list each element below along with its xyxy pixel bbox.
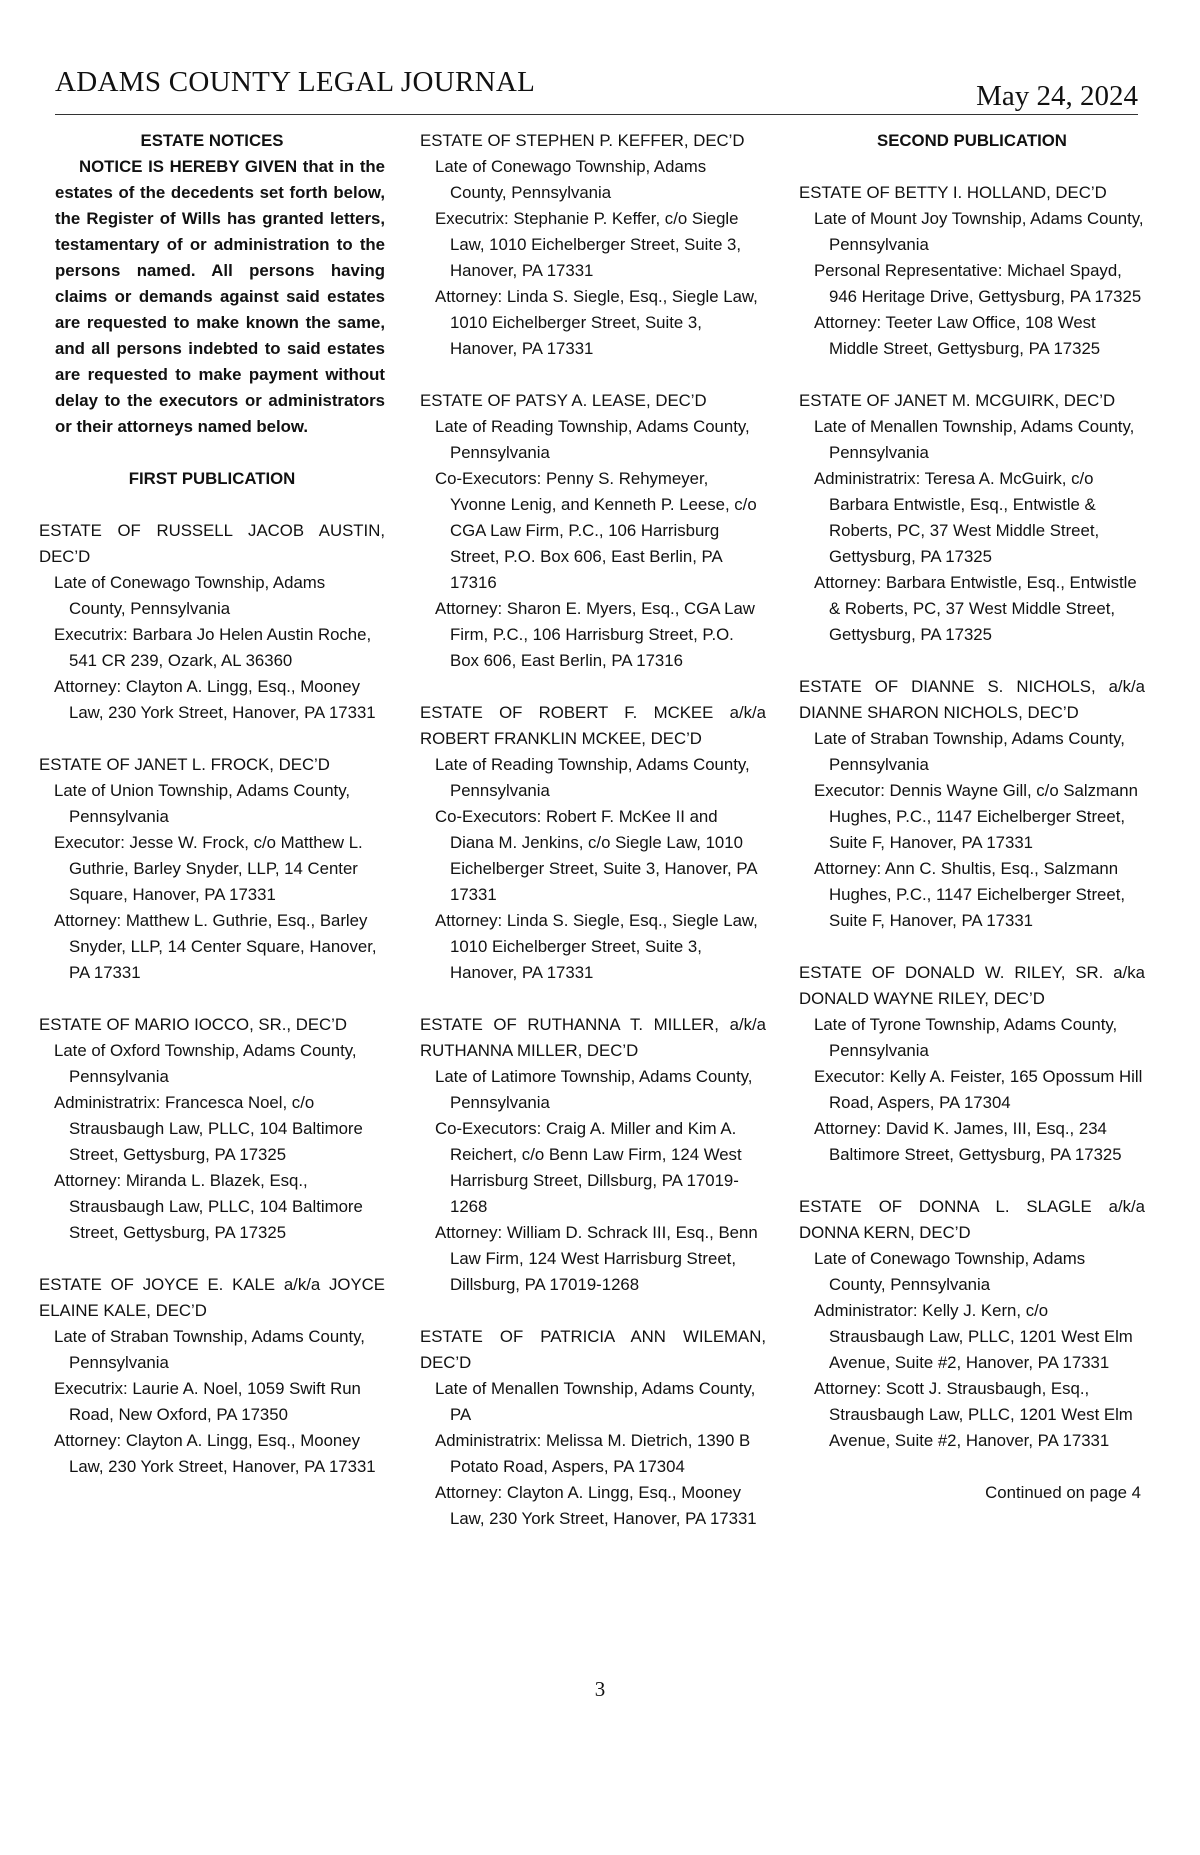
estate-attorney: Attorney: Clayton A. Lingg, Esq., Mooney Law, 230 York Street, Hanover, PA 17331 bbox=[54, 1431, 376, 1476]
column-1 bbox=[39, 128, 385, 1506]
estate-title: ESTATE OF MARIO IOCCO, SR., DEC’D bbox=[39, 1015, 347, 1034]
estate-title: ESTATE OF JOYCE E. KALE a/k/a JOYCE ELAINE KALE, DEC’D bbox=[39, 1275, 385, 1320]
estate-title: ESTATE OF RUSSELL JACOB AUSTIN, DEC’D bbox=[39, 521, 385, 566]
estate-residence: Late of Reading Township, Adams County, Pennsylvania bbox=[435, 755, 750, 800]
journal-title: ADAMS COUNTY LEGAL JOURNAL bbox=[55, 66, 536, 98]
estate-representative: Executor: Jesse W. Frock, c/o Matthew L. Guthrie, Barley Snyder, LLP, 14 Center Square, Hanover, PA 17331 bbox=[54, 833, 363, 904]
estate-title: ESTATE OF JANET L. FROCK, DEC’D bbox=[39, 755, 330, 774]
column-2 bbox=[420, 128, 766, 1558]
estate-representative: Executrix: Barbara Jo Helen Austin Roche, 541 CR 239, Ozark, AL 36360 bbox=[54, 625, 372, 670]
page-number: 3 bbox=[594, 1677, 606, 1701]
estate-representative: Administratrix: Melissa M. Dietrich, 1390 B Potato Road, Aspers, PA 17304 bbox=[435, 1431, 751, 1476]
estate-residence: Late of Conewago Township, Adams County, Pennsylvania bbox=[814, 1249, 1086, 1294]
estate-attorney: Attorney: Scott J. Strausbaugh, Esq., Strausbaugh Law, PLLC, 1201 West Elm Avenue, Suite #2, Hanover, PA 17331 bbox=[814, 1379, 1133, 1450]
estate-residence: Late of Menallen Township, Adams County, PA bbox=[435, 1379, 756, 1424]
estate-title: ESTATE OF ROBERT F. MCKEE a/k/a ROBERT FRANKLIN MCKEE, DEC’D bbox=[420, 703, 766, 748]
second-publication-heading: SECOND PUBLICATION bbox=[877, 131, 1067, 150]
estate-notices-heading: ESTATE NOTICES bbox=[140, 131, 284, 150]
estate-entry bbox=[39, 1012, 385, 1246]
estate-representative: Administratrix: Francesca Noel, c/o Strausbaugh Law, PLLC, 104 Baltimore Street, Gettysburg, PA 17325 bbox=[54, 1093, 363, 1164]
estate-residence: Late of Latimore Township, Adams County, Pennsylvania bbox=[435, 1067, 753, 1112]
estate-residence: Late of Conewago Township, Adams County, Pennsylvania bbox=[54, 573, 326, 618]
estate-attorney: Attorney: Linda S. Siegle, Esq., Siegle Law, 1010 Eichelberger Street, Suite 3, Hanover, PA 17331 bbox=[435, 911, 758, 982]
header-divider bbox=[55, 114, 1138, 115]
first-publication-heading: FIRST PUBLICATION bbox=[128, 469, 296, 488]
estate-attorney: Attorney: William D. Schrack III, Esq., Benn Law Firm, 124 West Harrisburg Street, Dillsburg, PA 17019-1268 bbox=[435, 1223, 758, 1294]
issue-date: May 24, 2024 bbox=[976, 80, 1138, 112]
estate-entry bbox=[39, 1272, 385, 1480]
estate-entry bbox=[799, 674, 1145, 934]
estate-attorney: Attorney: Teeter Law Office, 108 West Middle Street, Gettysburg, PA 17325 bbox=[814, 313, 1101, 358]
estate-residence: Late of Conewago Township, Adams County, Pennsylvania bbox=[435, 157, 707, 202]
estate-representative: Executrix: Stephanie P. Keffer, c/o Siegle Law, 1010 Eichelberger Street, Suite 3, Hanover, PA 17331 bbox=[435, 209, 742, 280]
notice-intro: NOTICE IS HEREBY GIVEN that in the estates of the decedents set forth below, the Register of Wills has granted letters, testamentary of or administration to the persons named. All persons having claims or demands against said estates are requested to make known the same, and all persons indebted to said estates are requested to make payment without delay to the executors or administrators or their attorneys named below. bbox=[55, 157, 385, 436]
estate-attorney: Attorney: Miranda L. Blazek, Esq., Strausbaugh Law, PLLC, 104 Baltimore Street, Gettysburg, PA 17325 bbox=[54, 1171, 363, 1242]
estate-representative: Co-Executors: Robert F. McKee II and Diana M. Jenkins, c/o Siegle Law, 1010 Eichelberger Street, Suite 3, Hanover, PA 17331 bbox=[435, 807, 757, 904]
estate-attorney: Attorney: Linda S. Siegle, Esq., Siegle Law, 1010 Eichelberger Street, Suite 3, Hanover, PA 17331 bbox=[435, 287, 758, 358]
estate-title: ESTATE OF PATRICIA ANN WILEMAN, DEC’D bbox=[420, 1327, 766, 1372]
estate-attorney: Attorney: David K. James, III, Esq., 234 Baltimore Street, Gettysburg, PA 17325 bbox=[814, 1119, 1122, 1164]
estate-representative: Co-Executors: Penny S. Rehymeyer, Yvonne Lenig, and Kenneth P. Leese, c/o CGA Law Firm, P.C., 106 Harrisburg Street, P.O. Box 606, East Berlin, PA 17316 bbox=[435, 469, 757, 592]
estate-attorney: Attorney: Clayton A. Lingg, Esq., Mooney Law, 230 York Street, Hanover, PA 17331 bbox=[54, 677, 376, 722]
estate-entry bbox=[420, 388, 766, 674]
estate-entry bbox=[799, 180, 1145, 362]
estate-entry bbox=[39, 752, 385, 986]
estate-residence: Late of Union Township, Adams County, Pennsylvania bbox=[54, 781, 351, 826]
estate-representative: Administrator: Kelly J. Kern, c/o Strausbaugh Law, PLLC, 1201 West Elm Avenue, Suite #2, Hanover, PA 17331 bbox=[814, 1301, 1133, 1372]
estate-residence: Late of Straban Township, Adams County, Pennsylvania bbox=[814, 729, 1125, 774]
estate-entry bbox=[420, 128, 766, 362]
estate-residence: Late of Tyrone Township, Adams County, Pennsylvania bbox=[814, 1015, 1118, 1060]
estate-attorney: Attorney: Clayton A. Lingg, Esq., Mooney Law, 230 York Street, Hanover, PA 17331 bbox=[435, 1483, 757, 1528]
estate-entry bbox=[420, 1012, 766, 1298]
estate-attorney: Attorney: Matthew L. Guthrie, Esq., Barley Snyder, LLP, 14 Center Square, Hanover, PA 17331 bbox=[54, 911, 377, 982]
estate-attorney: Attorney: Ann C. Shultis, Esq., Salzmann Hughes, P.C., 1147 Eichelberger Street, Suite F, Hanover, PA 17331 bbox=[814, 859, 1126, 930]
column-3 bbox=[799, 128, 1145, 1506]
estate-entry bbox=[420, 700, 766, 986]
estate-entry bbox=[420, 1324, 766, 1532]
estate-entry bbox=[39, 518, 385, 726]
estate-representative: Executor: Dennis Wayne Gill, c/o Salzmann Hughes, P.C., 1147 Eichelberger Street, Suite F, Hanover, PA 17331 bbox=[814, 781, 1138, 852]
estate-title: ESTATE OF BETTY I. HOLLAND, DEC’D bbox=[799, 183, 1107, 202]
estate-representative: Administratrix: Teresa A. McGuirk, c/o Barbara Entwistle, Esq., Entwistle & Roberts, PC, 37 West Middle Street, Gettysburg, PA 17325 bbox=[814, 469, 1100, 566]
estate-attorney: Attorney: Barbara Entwistle, Esq., Entwistle & Roberts, PC, 37 West Middle Street, Gettysburg, PA 17325 bbox=[814, 573, 1137, 644]
estate-entry bbox=[799, 1194, 1145, 1454]
estate-representative: Executrix: Laurie A. Noel, 1059 Swift Run Road, New Oxford, PA 17350 bbox=[54, 1379, 361, 1424]
estate-representative: Personal Representative: Michael Spayd, 946 Heritage Drive, Gettysburg, PA 17325 bbox=[814, 261, 1142, 306]
estate-title: ESTATE OF DONALD W. RILEY, SR. a/ka DONALD WAYNE RILEY, DEC’D bbox=[799, 963, 1145, 1008]
estate-residence: Late of Oxford Township, Adams County, Pennsylvania bbox=[54, 1041, 357, 1086]
estate-attorney: Attorney: Sharon E. Myers, Esq., CGA Law Firm, P.C., 106 Harrisburg Street, P.O. Box 606, East Berlin, PA 17316 bbox=[435, 599, 755, 670]
estate-residence: Late of Mount Joy Township, Adams County, Pennsylvania bbox=[814, 209, 1144, 254]
estate-representative: Executor: Kelly A. Feister, 165 Opossum Hill Road, Aspers, PA 17304 bbox=[814, 1067, 1143, 1112]
estate-title: ESTATE OF DIANNE S. NICHOLS, a/k/a DIANNE SHARON NICHOLS, DEC’D bbox=[799, 677, 1145, 722]
estate-residence: Late of Straban Township, Adams County, Pennsylvania bbox=[54, 1327, 365, 1372]
estate-title: ESTATE OF STEPHEN P. KEFFER, DEC’D bbox=[420, 131, 745, 150]
estate-residence: Late of Menallen Township, Adams County, Pennsylvania bbox=[814, 417, 1135, 462]
estate-title: ESTATE OF JANET M. MCGUIRK, DEC’D bbox=[799, 391, 1116, 410]
estate-title: ESTATE OF PATSY A. LEASE, DEC’D bbox=[420, 391, 707, 410]
estate-title: ESTATE OF RUTHANNA T. MILLER, a/k/a RUTHANNA MILLER, DEC’D bbox=[420, 1015, 766, 1060]
continued-note: Continued on page 4 bbox=[985, 1483, 1141, 1502]
estate-entry bbox=[799, 960, 1145, 1168]
estate-residence: Late of Reading Township, Adams County, Pennsylvania bbox=[435, 417, 750, 462]
estate-entry bbox=[799, 388, 1145, 648]
estate-title: ESTATE OF DONNA L. SLAGLE a/k/a DONNA KERN, DEC’D bbox=[799, 1197, 1145, 1242]
estate-representative: Co-Executors: Craig A. Miller and Kim A. Reichert, c/o Benn Law Firm, 124 West Harrisburg Street, Dillsburg, PA 17019-1268 bbox=[435, 1119, 742, 1216]
